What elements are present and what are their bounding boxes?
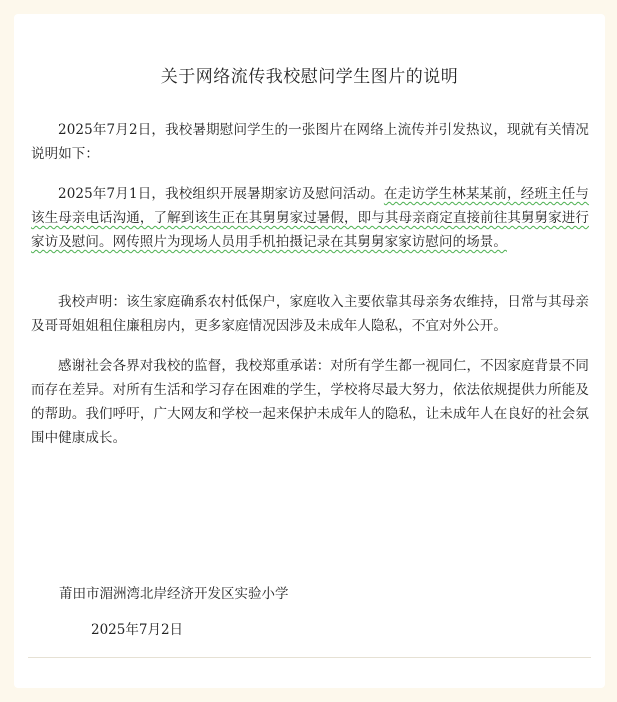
document-title: 关于网络流传我校慰问学生图片的说明 xyxy=(160,67,459,87)
paragraph-activity-lead: 2025年7月1日，我校组织开展暑期家访及慰问活动。 xyxy=(58,186,384,202)
paragraph-activity-underlined: 在走访学生林某某前，经班主任与该生母亲电话沟通，了解到该生正在其舅舅家过暑假，即与其母亲商定直接前往其舅舅家进行家访及慰问。网传照片为现场人员用手机拍摄记录在其舅舅家家访慰问的场景。 xyxy=(31,186,590,250)
paragraph-intro: 2025年7月2日，我校暑期慰问学生的一张图片在网络上流传并引发热议，现就有关情况说明如下： xyxy=(31,122,589,162)
signature-organization: 莆田市湄洲湾北岸经济开发区实验小学 xyxy=(59,586,289,602)
paragraph-thanks: 感谢社会各界对我校的监督，我校郑重承诺：对所有学生都一视同仁，不因家庭背景不同而存在差异。对所有生活和学习存在困难的学生，学校将尽最大努力，依法依规提供力所能及的帮助。我们呼吁，广大网友和学校一起来保护未成年人的隐私，让未成年人在良好的社会氛围中健康成长。 xyxy=(31,358,589,446)
document-sheet xyxy=(14,14,605,688)
paragraph-statement: 我校声明：该生家庭确系农村低保户，家庭收入主要依靠其母亲务农维持，日常与其母亲及哥哥姐姐租住廉租房内，更多家庭情况因涉及未成年人隐私，不宜对外公开。 xyxy=(31,294,589,334)
paragraph-activity xyxy=(31,182,589,254)
signature-date: 2025年7月2日 xyxy=(91,622,184,638)
bottom-divider xyxy=(28,657,591,658)
